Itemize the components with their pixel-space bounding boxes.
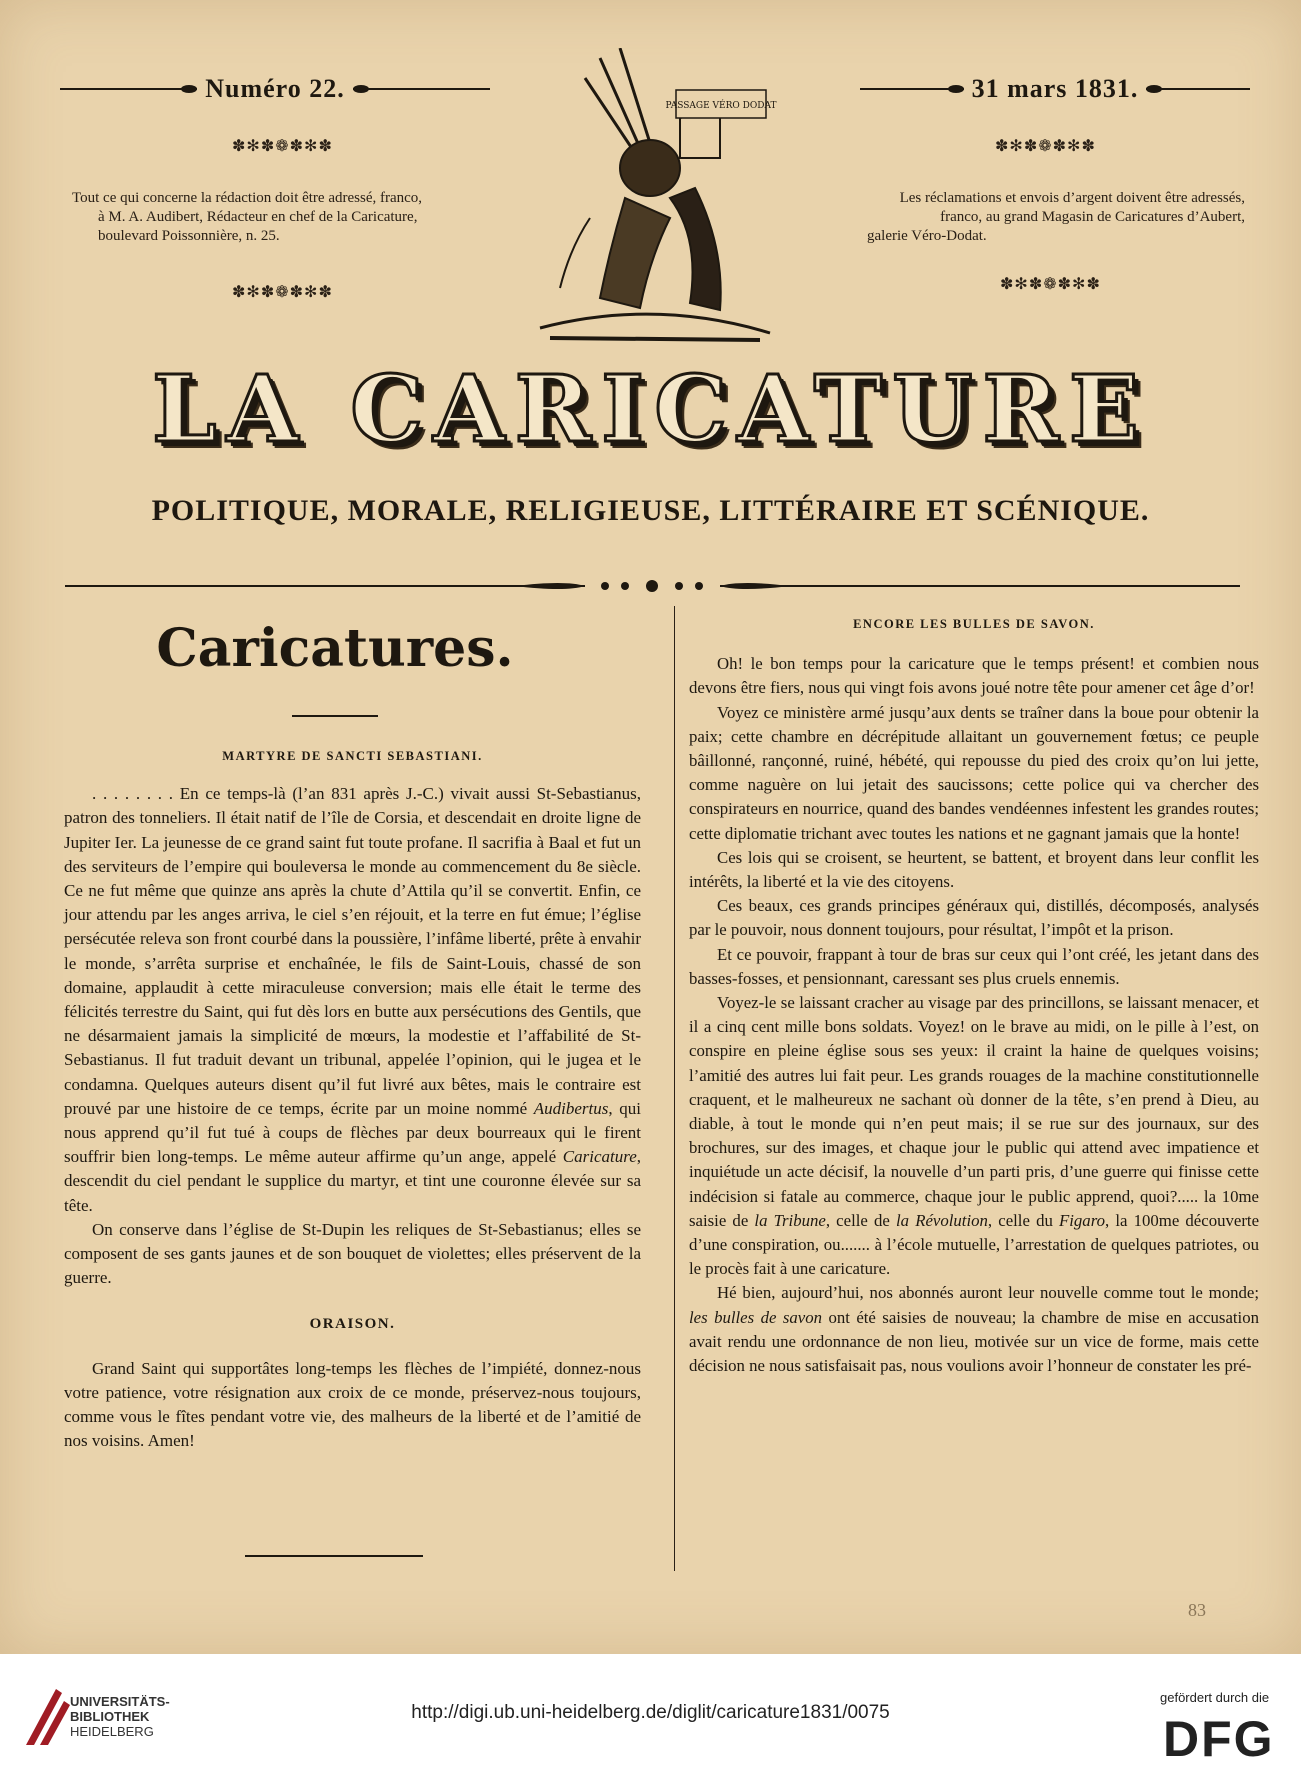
prayer-heading: ORAISON. xyxy=(309,1316,396,1333)
section-title: Caricatures. xyxy=(156,618,514,679)
right-column xyxy=(689,612,1259,1378)
ornamental-divider xyxy=(65,580,1240,592)
ornament: ✽✻✽❁✽✻✽ xyxy=(995,138,1096,155)
funding-note: gefördert durch die xyxy=(1160,1690,1270,1705)
left-column xyxy=(64,744,641,1453)
column-divider xyxy=(674,606,675,1571)
ornament: ✽✻✽❁✽✻✽ xyxy=(1000,276,1101,293)
article-heading: MARTYRE DE SANCTI SEBASTIANI. xyxy=(222,749,483,763)
vignette-sign: PASSAGE VÉRO DODAT xyxy=(665,101,777,111)
page-number: 83 xyxy=(1188,1600,1206,1620)
article-paragraph: Voyez-le se laissant cracher au visage par des princillons, se laissant menacer, et il a cinq cent mille bons soldats. Voyez! on le brave au midi, on le pille à l’est, on conspire en pleine église sous ses yeux: il craint la haine de quelques voisins; l’amitié des autres lui fait peur. Les grands rouages de la machine constitutionnelle craquent, et le malheureux ne sachant où donner de la tête, s’en prend à Dieu, au diable, à tout le monde qui n’en peut mais; il se rue sur des journaux, sur des brochures, sur des images, et chaque jour le public qui attend avec impatience et inquiétude un acte décisif, la nouvelle d’un parti pris, d’une guerre qui finisse cette indécision si fatale au commerce, chaque jour le public apprend, quoi?..... la 10me saisie de la Tribune, celle de la Révolution, celle du Figaro, la 100me découverte d’une conspiration, ou....... à l’école mutuelle, l’arrestation de quelques patriotes, ou le procès fait à une caricature. xyxy=(689,993,1260,1279)
right-address: Les réclamations et envois d’argent doivent être adressés, franco, au grand Magasin de Caricatures d’Aubert, galerie Véro-Dodat. xyxy=(867,190,1245,244)
article-paragraph: Oh! le bon temps pour la caricature que le temps présent! et combien nous devons être fiers, nous qui vingt fois avons joué notre tête pour amener cet âge d’or! xyxy=(689,654,1259,698)
dfg-logo[interactable]: DFG xyxy=(1163,1711,1275,1767)
article-paragraph: On conserve dans l’église de St-Dupin les reliques de St-Sebastianus; elles se composent de ses gants jaunes et de son bouquet de violettes; elles préservent de la guerre. xyxy=(64,1219,641,1288)
issue-number-line xyxy=(60,74,490,104)
left-address: Tout ce qui concerne la rédaction doit être adressé, franco, à M. A. Audibert, Rédacteur en chef de la Caricature, boulevard Poissonnière, n. 25. xyxy=(72,190,423,244)
ornament: ✽✻✽❁✽✻✽ xyxy=(232,284,333,301)
library-name: UNIVERSITÄTS- BIBLIOTHEK HEIDELBERG xyxy=(70,1694,170,1739)
separator xyxy=(292,715,378,717)
masthead-title: LA CARICATURE xyxy=(151,355,1150,463)
article-paragraph: Ces beaux, ces grands principes généraux qui, distillés, décomposés, analysés par le pouvoir, nous donnent toujours, pour résultat, l’impôt et la prison. xyxy=(689,896,1259,940)
ornament: ✽✻✽❁✽✻✽ xyxy=(232,138,333,155)
document-url[interactable]: http://digi.ub.uni-heidelberg.de/diglit/caricature1831/0075 xyxy=(411,1702,890,1723)
article-paragraph: Et ce pouvoir, frappant à tour de bras sur ceux qui l’ont créé, les jetant dans des basses-fosses, et pensionnant, caressant ses plus cruels ennemis. xyxy=(689,944,1259,988)
issue-date: 31 mars 1831. xyxy=(971,74,1139,103)
harlequin-vignette xyxy=(530,48,780,348)
issue-number: Numéro 22. xyxy=(205,74,345,103)
article-paragraph: Ces lois qui se croisent, se heurtent, se battent, et broyent dans leur conflit les intérêts, la liberté et la vie des citoyens. xyxy=(689,847,1259,892)
masthead-subtitle: POLITIQUE, MORALE, RELIGIEUSE, LITTÉRAIRE ET SCÉNIQUE. xyxy=(151,494,1150,527)
article-paragraph: Voyez ce ministère armé jusqu’aux dents se traîner dans la boue pour obtenir la paix; cette chambre en décrépitude allaitant un gouvernement fœtus; ce peuple bâillonné, rançonné, ruiné, hébété, qui repousse du pied des croix qu’on lui jette, comme naguère on lui jetait des saucissons; cette police qui va chercher des conspirateurs en nourrice, quand des bandes vendéennes infestent les grandes routes; cette diplomatie trichant avec toutes les nations et ne gagnant jamais que la honte! xyxy=(689,702,1259,843)
prayer-paragraph: Grand Saint qui supportâtes long-temps les flèches de l’impiété, donnez-nous votre patience, votre résignation aux croix de ce monde, préservez-nous toujours, comme vous le fîtes pendant votre vie, des malheurs de la liberté et de l’amitié de nos voisins. Amen! xyxy=(64,1358,641,1451)
article-paragraph: Hé bien, aujourd’hui, nos abonnés auront leur nouvelle comme tout le monde; les bulles de savon ont été saisies de nouveau; la chambre de mise en accusation avait rendu une ordonnance de non lieu, motivée sur un vice de forme, mais cette décision ne nous satisfaisait pas, nous voulions avoir l’honneur de constater les pré- xyxy=(689,1283,1259,1376)
end-rule xyxy=(245,1555,423,1557)
issue-date-line xyxy=(860,74,1250,104)
article-paragraph: . . . . . . . . En ce temps-là (l’an 831 après J.-C.) vivait aussi St-Sebastianus, patron des tonneliers. Il était natif de l’île de Corsia, et descendait en droite ligne de Jupiter Ier. La jeunesse de ce grand saint fut toute profane. Il sacrifia à Baal et fut un des serviteurs de l’empire qui bouleversa le monde au commencement du 8e siècle. Ce ne fut même que quinze ans après la chute d’Attila qu’il se convertit. Enfin, ce jour attendu par les anges arriva, le ciel s’en réjouit, et la terre en fut émue; l’église persécutée releva son front courbé dans la poussière, l’infâme liberté, prête à envahir le monde, s’arrêta surprise et enchaînée, le fils de Saint-Louis, chassé de son domaine, applaudit à cette miraculeuse conversion; mais elle était le terme des félicités terrestre du Saint, qui fut dès lors en butte aux persécutions des Gentils, que ne désarmaient jamais la simplicité de mœurs, la modestie et l’affabilité de St-Sebastianus. Il fut traduit devant un tribunal, appelée l’opinion, qui le jugea et le condamna. Quelques auteurs disent qu’il fut livré aux bêtes, mais le contraire est prouvé par une histoire de ce temps, écrite par un moine nommé Audibertus, qui nous apprend qu’il fut tué à coups de flèches par deux bourreaux qui le firent souffrir bien long-temps. Le même auteur affirme qu’un ange, appelé Caricature, descendit du ciel pendant le supplice du martyr, et tint une couronne élevée sur sa tête. xyxy=(64,784,641,1215)
article-heading: ENCORE LES BULLES DE SAVON. xyxy=(853,617,1095,631)
